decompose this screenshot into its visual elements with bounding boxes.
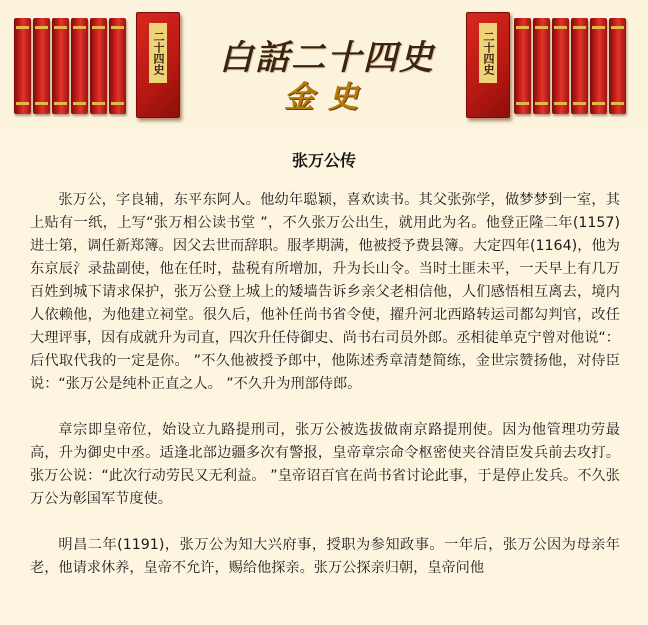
book-spine-image — [33, 18, 50, 114]
book-spine-image — [90, 18, 107, 114]
book-spine-image — [571, 18, 588, 114]
book-spine-image — [533, 18, 550, 114]
site-title: 白話二十四史 — [219, 38, 435, 78]
article-title: 张万公传 — [291, 151, 356, 170]
article-paragraph: 张万公，字良辅，东平东阿人。他幼年聪颖，喜欢读书。其父张弥学，做梦梦到一室，其上贴有一纸，上写“张万相公读书堂 ”，不久张万公出生，就用此为名。他登正隆二年(1157)进士第，调任新郑簿。因父去世而辞职。服孝期满，他被授予费县簿。大定四年(1164)，他为东京辰氵录盐副使，他在任时，盐税有所增加，升为长山令。当时土匪未平，一天早上有几万百姓到城下请求保护，张万公登上城上的矮墙告诉乡亲父老相信他，人们感悟相互离去，境内人依赖他，为他建立祠堂。很久后，他补任尚书省令使，擢升河北西路转运司都勾判官，改任大理评事，因有成就升为司直，四次升任侍御史、尚书右司员外郎。丞相徒单克宁曾对他说“：后代取代我的一定是你。 ”不久他被授予郎中，他陈述秀章清楚简练，金世宗赞扬他，对侍臣说：“张万公是纯朴正直之人。 ”不久升为刑部侍郎。 — [30, 192, 620, 392]
book-spine-image — [514, 18, 531, 114]
book-spine-image — [71, 18, 88, 114]
header-banner — [0, 0, 648, 128]
book-spine-image — [52, 18, 69, 114]
book-spine-image — [552, 18, 569, 114]
section-title: 金史 — [284, 80, 372, 115]
book-spine-image — [109, 18, 126, 114]
book-cover-image — [466, 12, 510, 118]
book-cover-label: 二十四史 — [479, 23, 497, 83]
book-spine-image — [590, 18, 607, 114]
article-paragraph: 明昌二年(1191)，张万公为知大兴府事，授职为参知政事。一年后，张万公因为母亲年老，他请求休养，皇帝不允许，赐给他探亲。张万公探亲归朝，皇帝问他 — [30, 537, 620, 576]
article-paragraph: 章宗即皇帝位，始设立九路提刑司，张万公被选拔做南京路提刑使。因为他管理功劳最高，升为御史中丞。适逢北部边疆多次有警报，皇帝章宗命令枢密使夹谷清臣发兵前去攻打。张万公说：“此次行动劳民又无利益。 ”皇帝诏百官在尚书省讨论此事，于是停止发兵。不久张万公为彰国军节度使。 — [30, 422, 620, 507]
book-spine-image — [609, 18, 626, 114]
book-cover-label: 二十四史 — [149, 23, 167, 83]
article-body — [30, 189, 620, 603]
book-cover-image — [136, 12, 180, 118]
book-spine-image — [14, 18, 31, 114]
